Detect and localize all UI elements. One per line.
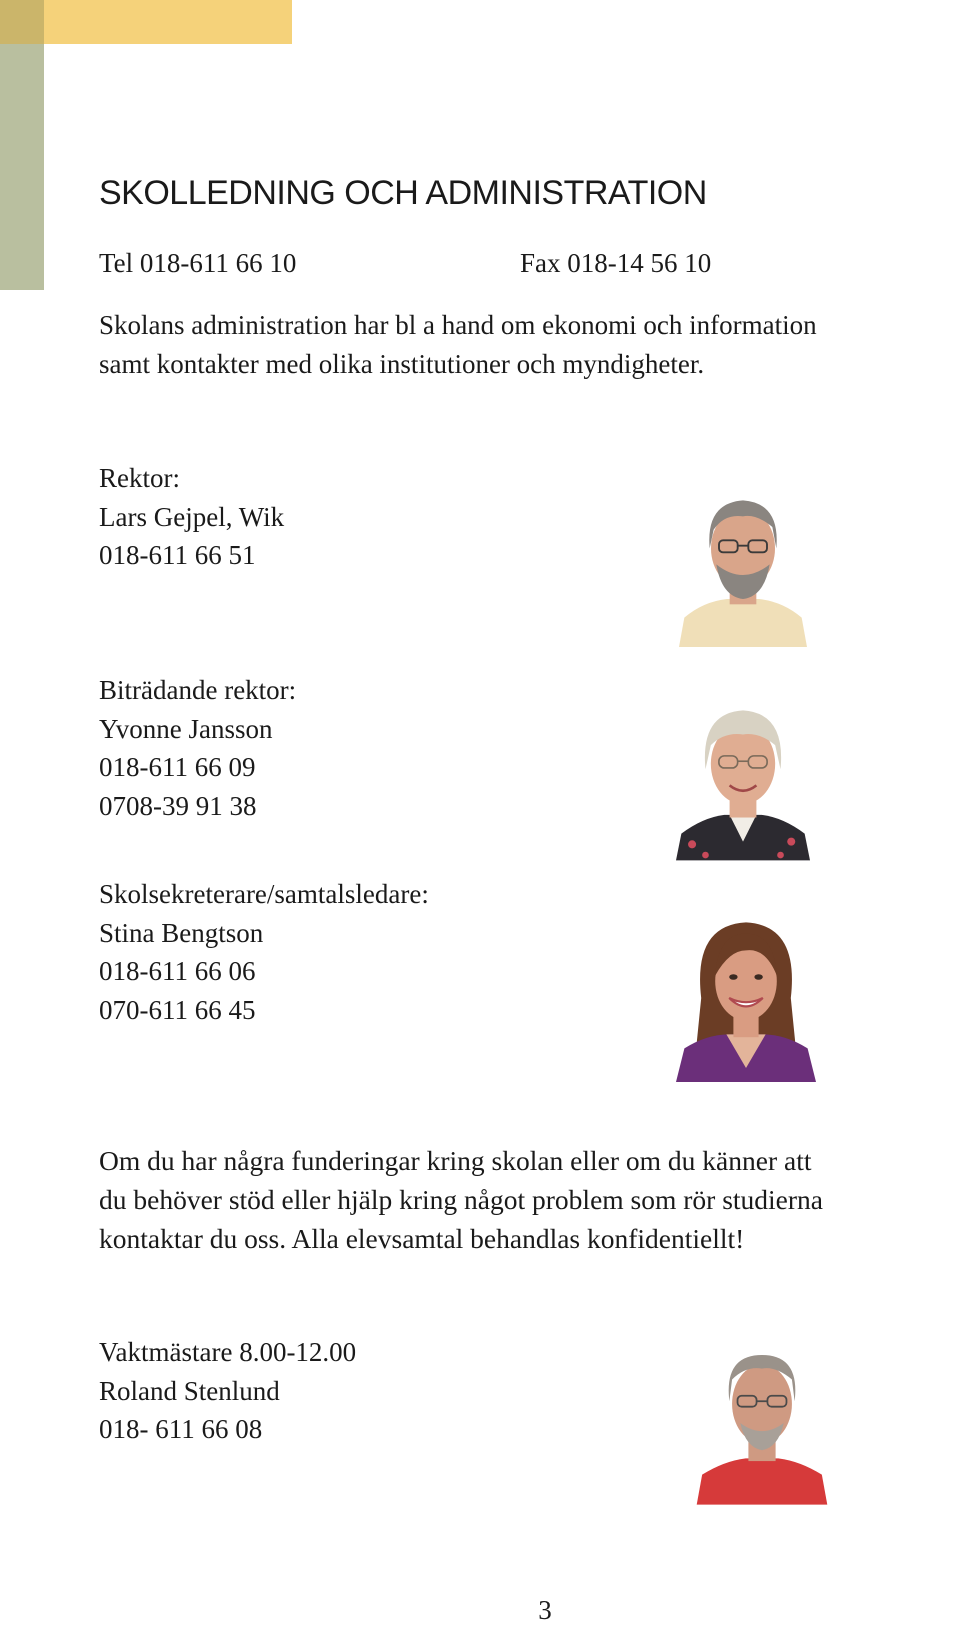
phone-number: Tel 018-611 66 10 <box>99 248 297 278</box>
staff-phone: 070-611 66 45 <box>99 994 256 1025</box>
intro-line: samt kontakter med olika institutioner och myndigheter. <box>99 349 705 379</box>
staff-bitradande <box>99 671 296 825</box>
closing-line: Om du har några funderingar kring skolan eller om du känner att <box>99 1145 812 1176</box>
staff-photo-rektor <box>676 487 810 647</box>
staff-sekreterare <box>99 875 429 1029</box>
portrait-rektor <box>676 487 810 647</box>
staff-role: Skolsekreterare/samtalsledare: <box>99 879 429 909</box>
staff-name: Roland Stenlund <box>99 1375 280 1406</box>
staff-name: Stina Bengtson <box>99 917 264 948</box>
page-number: 3 <box>538 1595 552 1625</box>
staff-vaktmastare <box>99 1333 356 1449</box>
portrait-bitradande <box>676 699 810 861</box>
closing-paragraph <box>99 1141 823 1258</box>
portrait-sekreterare <box>676 913 816 1083</box>
intro-paragraph <box>99 306 959 384</box>
staff-name: Yvonne Jansson <box>99 713 273 744</box>
staff-role: Vaktmästare 8.00-12.00 <box>99 1337 357 1367</box>
staff-rektor <box>99 459 284 575</box>
staff-phone: 018-611 66 09 <box>99 752 256 782</box>
accent-bar-corner <box>0 0 44 44</box>
fax-number: Fax 018-14 56 10 <box>520 248 712 278</box>
staff-photo-sekreterare <box>676 913 816 1083</box>
page-title: SKOLLEDNING OCH ADMINISTRATION <box>99 174 707 212</box>
staff-photo-vaktmastare <box>694 1340 830 1506</box>
staff-role: Rektor: <box>99 463 180 493</box>
portrait-vaktmastare <box>694 1340 830 1506</box>
intro-line: Skolans administration har bl a hand om ekonomi och information <box>99 310 817 340</box>
staff-role: Biträdande rektor: <box>99 675 297 705</box>
staff-name: Lars Gejpel, Wik <box>99 501 285 532</box>
staff-phone: 018- 611 66 08 <box>99 1414 263 1444</box>
staff-phone: 018-611 66 51 <box>99 540 256 570</box>
closing-line: kontaktar du oss. Alla elevsamtal behandlas konfidentiellt! <box>99 1223 745 1254</box>
closing-line: du behöver stöd eller hjälp kring något problem som rör studierna <box>99 1184 823 1215</box>
staff-photo-bitradande <box>676 699 810 861</box>
staff-phone: 018-611 66 06 <box>99 956 256 986</box>
staff-phone: 0708-39 91 38 <box>99 790 257 821</box>
